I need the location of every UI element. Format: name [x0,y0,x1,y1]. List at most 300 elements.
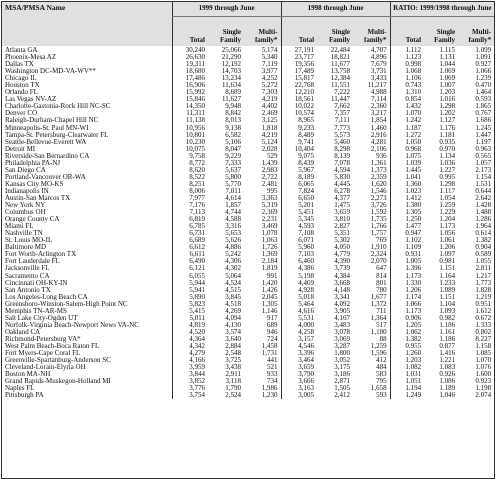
ratio-multi-family-cell: 1.531 [475,180,492,188]
multi-family-1999-cell: 4,402 [261,103,278,111]
msa-name-cell: Indianapolis IN [5,187,49,195]
multi-family-1999-cell: 1,146 [261,307,278,315]
total-1998-cell: 22,768 [281,82,317,89]
total-1998-cell: 7,108 [281,230,317,237]
total-1999-cell: 10,230 [172,139,208,146]
table-row [2,301,494,308]
msa-name-cell: Nashville TN [5,230,43,238]
single-family-1998-cell: 3,287 [334,342,351,350]
total-1999-cell: 6,611 [172,251,208,258]
multi-family-1999-cell: 5,174 [261,46,278,54]
multi-family-1998-cell: 2,324 [370,251,387,259]
ratio-multi-family-cell: 1.428 [475,202,492,210]
total-1999-cell: 6,121 [172,265,208,272]
ratio-multi-family-cell: 1.158 [475,342,492,350]
single-family-1999-cell: 4,588 [225,216,241,224]
multi-family-1999-cell: 7,303 [261,89,278,97]
single-family-1998-cell: 8,139 [334,152,351,160]
ratio-single-family-cell: 1.134 [439,152,456,160]
msa-name-cell: Phoenix-Mesa AZ [5,54,57,62]
single-family-1999-cell: 5,770 [225,180,241,188]
multi-family-1998-cell: 1,180 [370,328,387,336]
ratio-multi-family-cell: 1.828 [475,286,492,294]
single-family-1999-cell: 6,582 [225,131,241,139]
ratio-total-cell: 1.039 [390,160,424,167]
msa-name-cell: Dallas TX [5,61,34,69]
ratio-single-family-cell: 1.127 [439,117,456,125]
total-1998-cell: 23,717 [281,54,317,61]
total-1998-cell: 5,198 [281,273,317,280]
table-row [2,132,494,139]
single-family-1999-cell: 2,911 [225,371,241,379]
ratio-total-cell: 1.477 [390,223,424,230]
total-1999-cell: 10,801 [172,132,208,139]
multi-family-1999-cell: 1,305 [261,300,278,308]
multi-family-1998-cell: 3,217 [370,110,387,118]
table-row [2,392,494,399]
single-family-1999-cell: 5,653 [225,230,241,238]
table-row [2,160,494,167]
ratio-total-cell: 1.082 [390,364,424,371]
total-1999-cell: 30,240 [172,46,208,54]
msa-name-cell: Columbus OH [5,209,46,217]
total-1998-cell: 8,439 [281,160,317,167]
msa-name-cell: Charlotte-Gastonia-Rock Hill NC-SC [5,103,111,111]
ratio-single-family-cell: 1.083 [439,364,456,372]
ratio-multi-family-cell: 1.198 [475,385,492,393]
multi-family-1999-cell: 3,363 [261,194,278,202]
total-1999-cell: 6,055 [172,273,208,280]
msa-name-cell: Baltimore MD [5,244,47,252]
ratio-multi-family-cell: 0.589 [475,251,492,259]
total-1999-cell: 16,906 [172,82,208,89]
ratio-multi-family-cell: 1.219 [475,293,492,301]
ratio-multi-family-cell: 0.470 [475,82,492,90]
msa-name-cell: Norfolk-Virginia Beach-Newport News VA-NC [5,321,139,329]
ratio-total-cell: 1.382 [390,336,424,343]
single-family-1999-cell: 3,574 [225,328,241,336]
ratio-multi-family-cell: 1.865 [475,103,492,111]
col-ratio-multi-family: Multi-family* [458,17,494,47]
single-family-1999-cell: 5,637 [225,166,241,174]
total-1998-cell: 7,103 [281,251,317,258]
single-family-1999-cell: 12,192 [221,61,241,69]
msa-name-cell: Philadelphia PA-NJ [5,159,61,167]
ratio-multi-family-cell: 0.672 [475,314,492,322]
total-1999-cell: 15,846 [172,96,208,103]
group-header-1999: 1999 through June [172,2,281,17]
ratio-total-cell: 1.187 [390,125,424,132]
ratio-multi-family-cell: 1.773 [475,279,492,287]
table-row [2,146,494,153]
single-family-1999-cell: 7,011 [225,187,241,195]
total-1999-cell: 8,006 [172,188,208,195]
ratio-single-family-cell: 1.117 [439,187,456,195]
table-row [2,139,494,146]
total-1998-cell: 5,960 [281,244,317,251]
total-1999-cell: 5,941 [172,287,208,294]
total-1999-cell: 8,522 [172,174,208,181]
total-1998-cell: 12,210 [281,89,317,96]
ratio-multi-family-cell: 1.066 [475,68,492,76]
msa-name-cell: New York NY [5,202,46,210]
single-family-1999-cell: 5,064 [225,272,241,280]
total-1998-cell: 3,396 [281,350,317,357]
total-1998-cell: 3,005 [281,392,317,399]
multi-family-1998-cell: 3,726 [370,202,387,210]
ratio-single-family-cell: 0.995 [439,173,456,181]
total-1999-cell: 3,852 [172,378,208,385]
multi-family-1999-cell: 4,219 [261,96,278,104]
multi-family-1998-cell: 1,735 [370,216,387,224]
table-row [2,315,494,322]
multi-family-1999-cell: 2,045 [261,293,278,301]
multi-family-1998-cell: 4,707 [370,46,387,54]
ratio-multi-family-cell: 2.074 [475,392,492,400]
single-family-1998-cell: 13,758 [330,68,351,76]
single-family-1999-cell: 9,229 [225,152,241,160]
single-family-1999-cell: 4,302 [225,265,241,273]
ratio-single-family-cell: 1.036 [439,159,456,167]
multi-family-1998-cell: 1,592 [370,209,387,217]
single-family-1998-cell: 1,800 [334,350,351,358]
multi-family-1998-cell: 1,596 [370,350,387,358]
multi-family-1999-cell: 2,481 [261,180,278,188]
single-family-1998-cell: 3,905 [334,307,351,315]
ratio-multi-family-cell: 0.593 [475,96,492,104]
single-family-1998-cell: 4,384 [334,272,351,280]
total-1999-cell: 3,844 [172,371,208,378]
total-1999-cell: 8,620 [172,167,208,174]
single-family-1999-cell: 4,886 [225,244,241,252]
table-row [2,378,494,385]
single-family-1998-cell: 7,357 [334,110,351,118]
table-row [2,167,494,174]
group-header-ratio: RATIO: 1999/1998 through June [390,2,494,17]
ratio-multi-family-cell: 1.099 [475,46,492,54]
ratio-multi-family-cell: 1.239 [475,75,492,83]
total-1999-cell: 4,520 [172,329,208,336]
ratio-single-family-cell: 1.097 [439,251,456,259]
single-family-1998-cell: 12,384 [330,75,351,83]
table-row [2,280,494,287]
ratio-total-cell: 1.305 [390,209,424,216]
msa-name-cell: Cincinnati OH-KY-IN [5,279,68,287]
ratio-single-family-cell: 0.970 [439,145,456,153]
ratio-multi-family-cell: 1.154 [475,173,492,181]
single-family-1998-cell: 4,390 [334,258,351,266]
ratio-multi-family-cell: 8.227 [475,335,492,343]
multi-family-1998-cell: 1,361 [370,159,387,167]
single-family-1998-cell: 5,351 [334,230,351,238]
multi-family-1998-cell: 4,988 [370,89,387,97]
ratio-single-family-cell: 1.086 [439,378,456,386]
single-family-1998-cell: 7,662 [334,103,351,111]
multi-family-1998-cell: 1,373 [370,166,387,174]
total-1999-cell: 10,075 [172,146,208,153]
table-row [2,68,494,75]
single-family-1998-cell: 2,412 [334,392,351,400]
table-row [2,371,494,378]
single-family-1998-cell: 11,447 [331,96,351,104]
ratio-total-cell: 1.062 [390,329,424,336]
multi-family-1998-cell: 2,916 [370,131,387,139]
single-family-1998-cell: 7,222 [334,89,351,97]
table-row [2,364,494,371]
ratio-total-cell: 1.031 [390,371,424,378]
msa-name-cell: Sacramento CA [5,272,50,280]
multi-family-1999-cell: 3,977 [261,68,278,76]
ratio-total-cell: 1.173 [390,273,424,280]
table-row [2,75,494,82]
table-row [2,329,494,336]
multi-family-1999-cell: 933 [267,371,278,379]
ratio-total-cell: 1.123 [390,54,424,61]
multi-family-1999-cell: 724 [267,335,278,343]
total-1998-cell: 5,018 [281,294,317,301]
multi-family-1998-cell: 3,433 [370,75,387,83]
multi-family-1998-cell: 1,546 [370,187,387,195]
msa-name-cell: Fort Myers-Cape Coral FL [5,350,81,358]
msa-name-cell: Richmond-Petersburg VA* [5,335,81,343]
msa-name-column-header: MSA/PMSA Name [2,2,172,46]
table-row [2,294,494,301]
total-1999-cell: 6,490 [172,258,208,265]
total-1998-cell: 5,451 [281,209,317,216]
single-family-1998-cell: 4,167 [334,314,351,322]
single-family-1999-cell: 2,524 [225,392,241,400]
total-1999-cell: 8,251 [172,181,208,188]
total-1998-cell: 17,489 [281,68,317,75]
single-family-1998-cell: 4,050 [334,244,351,252]
ratio-multi-family-cell: 1.382 [475,237,492,245]
multi-family-1999-cell: 1,726 [261,244,278,252]
ratio-single-family-cell: 1.186 [439,335,456,343]
ratio-multi-family-cell: 1.600 [475,371,492,379]
ratio-total-cell: 1.360 [390,181,424,188]
col-ratio-single-family: Single Family [424,17,458,47]
table-row [2,188,494,195]
single-family-1998-cell: 3,186 [334,371,351,379]
table-row [2,287,494,294]
multi-family-1998-cell: 1,677 [370,293,387,301]
ratio-total-cell: 1.112 [390,46,424,54]
total-1998-cell: 8,189 [281,174,317,181]
single-family-1999-cell: 9,138 [225,124,241,132]
multi-family-1998-cell: 1,620 [370,180,387,188]
ratio-total-cell: 1.249 [390,392,424,399]
total-1998-cell: 4,546 [281,343,317,350]
single-family-1998-cell: 4,148 [334,286,351,294]
housing-permits-table-panel [1,1,495,479]
ratio-multi-family-cell: 0.802 [475,328,492,336]
ratio-multi-family-cell: 1.197 [475,138,492,146]
single-family-1999-cell: 25,066 [221,46,241,54]
msa-name-cell: Tampa-St. Petersburg-Clearwater FL [5,131,109,139]
multi-family-1998-cell: 4,896 [370,54,387,62]
single-family-1999-cell: 8,689 [225,89,241,97]
msa-name-cell: Naples FL [5,385,35,393]
total-1998-cell: 4,258 [281,329,317,336]
msa-name-cell: Salt Lake City-Ogden UT [5,314,78,322]
multi-family-1999-cell: 1,458 [261,342,278,350]
total-1999-cell: 3,754 [172,392,208,399]
ratio-single-family-cell: 1.093 [439,307,456,315]
col-1999-single-family: Single Family [208,17,244,47]
group-header-1998: 1998 through June [281,2,390,17]
multi-family-1998-cell: 4,281 [370,138,387,146]
ratio-multi-family-cell: 2.173 [475,166,492,174]
multi-family-1999-cell: 1,369 [261,251,278,259]
ratio-single-family-cell: 1.151 [439,265,456,273]
total-1998-cell: 4,593 [281,223,317,230]
table-row [2,117,494,124]
single-family-1998-cell: 5,573 [334,131,351,139]
multi-family-1998-cell: 780 [376,286,387,294]
single-family-1998-cell: 11,551 [331,82,351,90]
table-row [2,54,494,61]
total-1999-cell: 4,166 [172,357,208,364]
ratio-total-cell: 1.260 [390,350,424,357]
multi-family-1999-cell: 2,231 [261,216,278,224]
single-family-1998-cell: 7,111 [334,117,351,125]
multi-family-1998-cell: 1,658 [370,385,387,393]
ratio-total-cell: 1.066 [390,301,424,308]
col-1998-multi-family: Multi-family* [353,17,390,47]
ratio-total-cell: 1.070 [390,110,424,117]
ratio-multi-family-cell: 2.811 [475,265,492,273]
single-family-1999-cell: 2,548 [225,350,241,358]
total-1999-cell: 6,731 [172,230,208,237]
multi-family-1999-cell: 689 [267,321,278,329]
multi-family-1999-cell: 1,986 [261,385,278,393]
multi-family-1999-cell: 2,469 [261,110,278,118]
multi-family-1999-cell: 529 [267,152,278,160]
ratio-single-family-cell: 1.056 [439,230,456,238]
total-1999-cell: 10,956 [172,125,208,132]
ratio-multi-family-cell: 1.686 [475,117,492,125]
msa-name-cell: Memphis TN-AR-MS [5,307,67,315]
total-1998-cell: 4,469 [281,280,317,287]
msa-name-cell: Austin-San Marcos TX [5,194,71,202]
total-1998-cell: 9,741 [281,139,317,146]
msa-name-cell: San Antonio TX [5,286,51,294]
total-1998-cell: 6,065 [281,181,317,188]
ratio-total-cell: 1.068 [390,68,424,75]
table-row [2,61,494,68]
total-1998-cell: 9,233 [281,125,317,132]
multi-family-1998-cell: 711 [376,307,387,315]
single-family-1998-cell: 3,052 [334,357,351,365]
multi-family-1999-cell: 946 [267,328,278,336]
total-1998-cell: 6,460 [281,258,317,265]
single-family-1999-cell: 4,130 [225,321,241,329]
multi-family-1999-cell: 991 [267,272,278,280]
multi-family-1999-cell: 1,439 [261,159,278,167]
ratio-total-cell: 0.854 [390,96,424,103]
single-family-1999-cell: 3,845 [225,293,241,301]
msa-name-cell: Las Vegas NV-AZ [5,96,57,104]
ratio-single-family-cell: 1.164 [439,272,456,280]
total-1999-cell: 6,689 [172,237,208,244]
total-1999-cell: 4,819 [172,322,208,329]
ratio-multi-family-cell: 0.767 [475,110,492,118]
ratio-multi-family-cell: 1.488 [475,209,492,217]
multi-family-1999-cell: 2,722 [261,173,278,181]
table-row [2,258,494,265]
ratio-total-cell: 1.396 [390,265,424,272]
ratio-single-family-cell: 1.046 [439,392,456,400]
multi-family-1998-cell: 647 [376,265,387,273]
ratio-multi-family-cell: 1.070 [475,357,492,365]
multi-family-1998-cell: 2,359 [370,173,387,181]
multi-family-1999-cell: 5,124 [261,138,278,146]
multi-family-1998-cell: 11,217 [367,82,387,90]
multi-family-1999-cell: 7,119 [262,61,278,69]
single-family-1998-cell: 7,078 [334,159,351,167]
multi-family-1999-cell: 734 [267,378,278,386]
ratio-single-family-cell: 1.151 [439,293,456,301]
table-row [2,350,494,357]
single-family-1999-cell: 3,640 [225,335,241,343]
msa-name-cell: Riverside-San Bernardino CA [5,152,90,160]
single-family-1999-cell: 1,857 [225,202,241,210]
multi-family-1998-cell: 2,070 [370,258,387,266]
ratio-single-family-cell: 1.061 [439,237,456,245]
ratio-total-cell: 1.106 [390,75,424,82]
multi-family-1998-cell: 2,360 [370,103,387,111]
single-family-1999-cell: 14,703 [221,68,241,76]
ratio-total-cell: 1.330 [390,280,424,287]
total-1998-cell: 5,201 [281,202,317,209]
ratio-single-family-cell: 1.186 [439,321,456,329]
ratio-total-cell: 1.174 [390,294,424,301]
ratio-total-cell: 0.906 [390,315,424,322]
total-1999-cell: 14,350 [172,103,208,110]
multi-family-1998-cell: 88 [379,335,387,343]
single-family-1999-cell: 3,438 [225,364,241,372]
single-family-1999-cell: 1,790 [225,385,241,393]
ratio-single-family-cell: 0.982 [439,314,456,322]
single-family-1998-cell: 4,092 [334,300,351,308]
single-family-1998-cell: 4,377 [334,194,351,202]
multi-family-1999-cell: 3,125 [261,117,278,125]
single-family-1999-cell: 5,106 [225,138,241,146]
single-family-1998-cell: 3,175 [334,364,351,372]
ratio-total-cell: 1.272 [390,132,424,139]
total-1999-cell: 6,785 [172,223,208,230]
total-1998-cell: 7,824 [281,188,317,195]
ratio-total-cell: 1.412 [390,195,424,202]
total-1998-cell: 4,616 [281,308,317,315]
ratio-single-family-cell: 1.161 [439,328,456,336]
multi-family-1999-cell: 5,340 [261,54,278,62]
ratio-single-family-cell: 1.016 [439,96,456,104]
single-family-1999-cell: 5,626 [225,237,241,245]
single-family-1999-cell: 3,725 [225,357,241,365]
ratio-single-family-cell: 1.259 [439,202,456,210]
single-family-1999-cell: 2,884 [225,342,241,350]
single-family-1998-cell: 3,739 [334,265,351,273]
ratio-single-family-cell: 1.181 [439,131,456,139]
multi-family-1999-cell: 1,063 [261,237,278,245]
ratio-single-family-cell: 1.089 [439,286,456,294]
ratio-single-family-cell: 0.926 [439,371,456,379]
ratio-total-cell: 1.432 [390,103,424,110]
col-1999-total: Total [172,17,208,47]
ratio-single-family-cell: 1.115 [439,46,456,54]
table-row [2,82,494,89]
